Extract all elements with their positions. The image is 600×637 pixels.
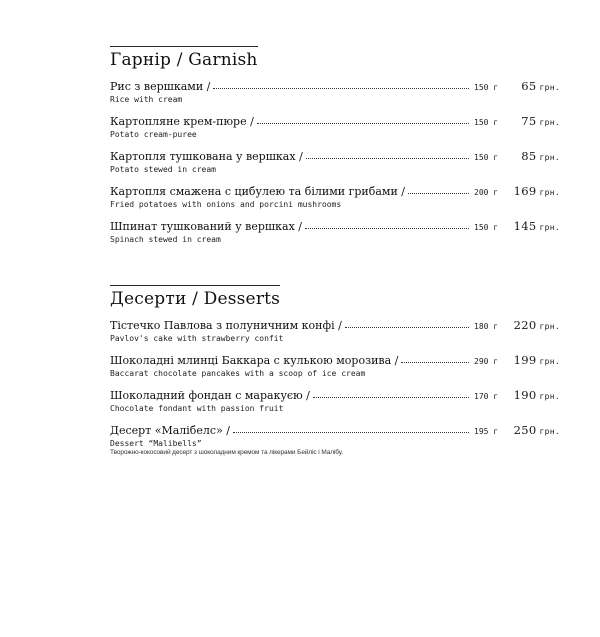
menu-item [110, 184, 560, 219]
dot-leader [213, 79, 469, 89]
item-description: Творожно-кокосовий десерт з шоколадним кремом та лікерами Бейліс і Малібу. [110, 449, 343, 456]
item-name: Рис з вершками / [110, 80, 211, 93]
menu-item [110, 318, 560, 353]
dot-leader [257, 114, 469, 124]
item-name: Шоколадний фондан с маракуєю / [110, 389, 310, 402]
dot-leader [408, 184, 469, 194]
item-weight: 290 г [474, 357, 499, 366]
item-weight: 195 г [474, 427, 499, 436]
section-divider [110, 46, 258, 47]
item-price: 65 грн. [521, 79, 560, 93]
menu-item [110, 149, 560, 184]
item-name-en: Potato stewed in cream [110, 165, 216, 174]
menu-item [110, 114, 560, 149]
item-name: Картопля смажена с цибулею та білими грибами / [110, 185, 405, 198]
item-name-en: Pavlov's cake with strawberry confit [110, 334, 284, 343]
item-name-en: Rice with cream [110, 95, 183, 104]
item-name: Картопляне крем-пюре / [110, 115, 254, 128]
menu-item [110, 219, 560, 254]
menu-item [110, 353, 560, 388]
item-weight: 200 г [474, 188, 499, 197]
item-weight: 150 г [474, 118, 499, 127]
item-name: Шпинат тушкований у вершках / [110, 220, 302, 233]
item-name-en: Spinach stewed in cream [110, 235, 221, 244]
item-weight: 170 г [474, 392, 499, 401]
item-name-en: Baccarat chocolate pancakes with a scoop of ice cream [110, 369, 366, 378]
item-name: Десерт «Малібелс» / [110, 424, 231, 437]
item-name: Шоколадні млинці Баккара с кулькою морозива / [110, 354, 399, 367]
section-divider [110, 285, 280, 286]
item-price: 145 грн. [513, 219, 560, 233]
dot-leader [345, 318, 469, 328]
section-desserts [110, 285, 560, 459]
menu-item [110, 388, 560, 423]
item-name-en: Potato cream-puree [110, 130, 197, 139]
item-name-en: Chocolate fondant with passion fruit [110, 404, 284, 413]
item-price: 250 грн. [513, 423, 560, 437]
menu-item [110, 79, 560, 114]
item-name: Тістечко Павлова з полуничним конфі / [110, 319, 342, 332]
dot-leader [305, 219, 469, 229]
item-name: Картопля тушкована у вершках / [110, 150, 303, 163]
item-name-en: Dessert “Malibells” [110, 439, 202, 448]
section-garnish [110, 46, 560, 254]
item-price: 190 грн. [513, 388, 560, 402]
dot-leader [401, 353, 469, 363]
section-title: Гарнір / Garnish [110, 50, 258, 70]
item-weight: 150 г [474, 223, 499, 232]
item-price: 85 грн. [521, 149, 560, 163]
item-weight: 150 г [474, 153, 499, 162]
section-title: Десерти / Desserts [110, 289, 281, 309]
menu-item [110, 423, 560, 459]
item-price: 169 грн. [513, 184, 560, 198]
item-price: 199 грн. [513, 353, 560, 367]
item-price: 220 грн. [513, 318, 560, 332]
item-weight: 150 г [474, 83, 499, 92]
dot-leader [313, 388, 469, 398]
dot-leader [306, 149, 469, 159]
item-price: 75 грн. [521, 114, 560, 128]
item-weight: 180 г [474, 322, 499, 331]
dot-leader [233, 423, 469, 433]
item-name-en: Fried potatoes with onions and porcini mushrooms [110, 200, 342, 209]
